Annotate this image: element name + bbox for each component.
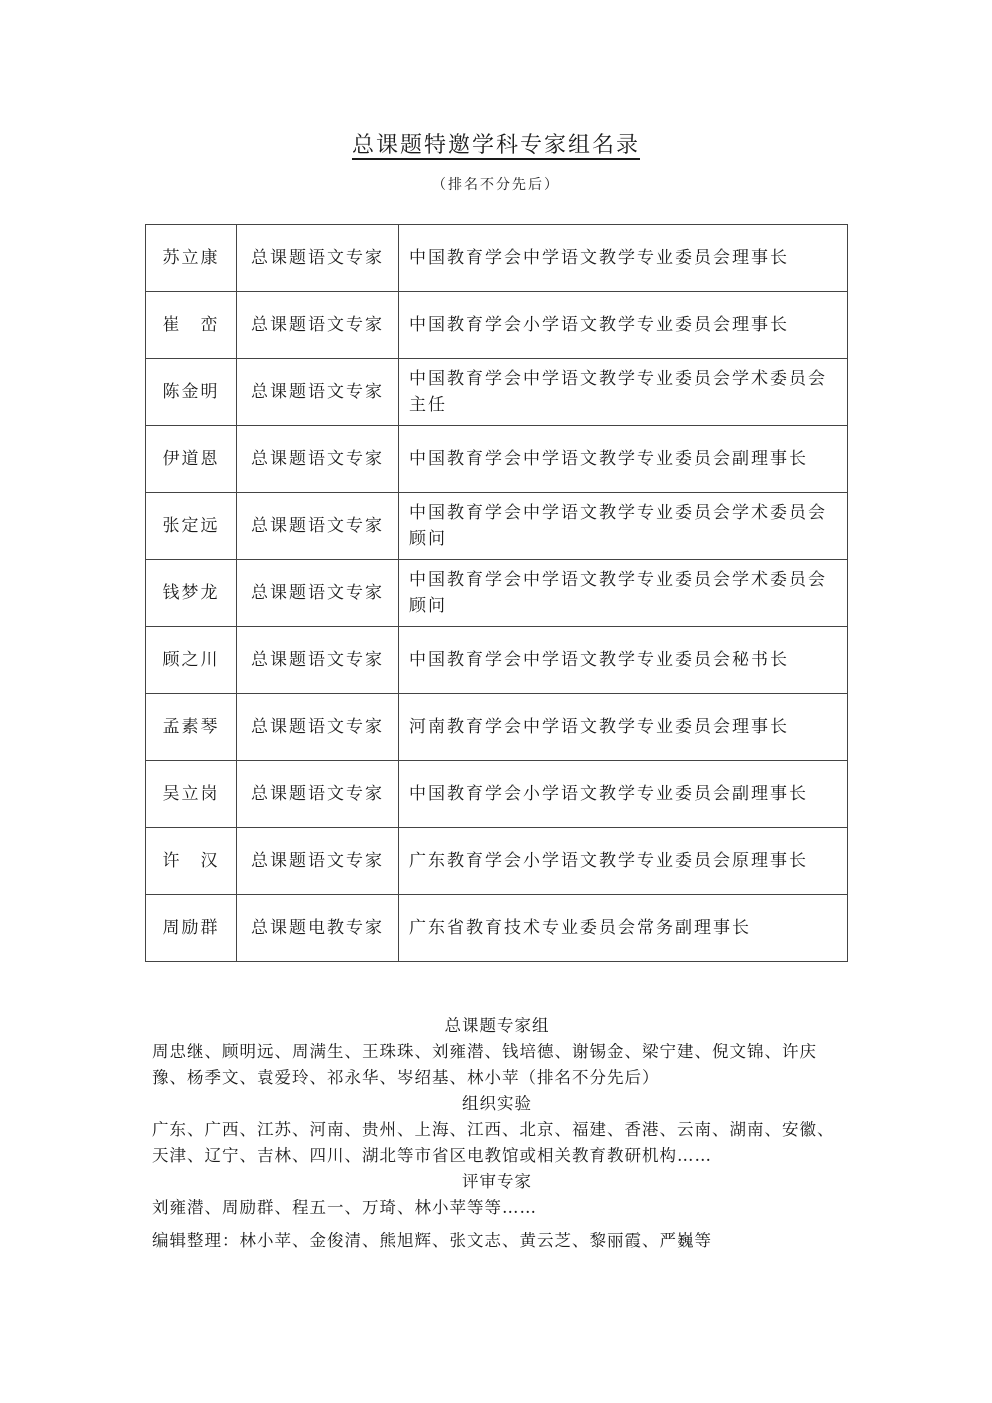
expert-name-cell: 伊道恩 [146, 426, 237, 493]
organization-section [152, 1091, 842, 1169]
expert-name-cell: 张定远 [146, 493, 237, 560]
expert-name-cell: 吴立岗 [146, 761, 237, 828]
expert-group-heading: 总课题专家组 [444, 1016, 550, 1035]
reviewers-text: 刘雍潜、周励群、程五一、万琦、林小苹等等…… [152, 1198, 537, 1217]
experts-table [145, 224, 848, 962]
table-row [146, 828, 848, 895]
organization-heading: 组织实验 [462, 1094, 532, 1113]
reviewers-section [152, 1169, 842, 1221]
page-subtitle: （排名不分先后） [432, 177, 560, 193]
table-row [146, 225, 848, 292]
table-row [146, 359, 848, 426]
editors-text: 编辑整理：林小苹、金俊清、熊旭辉、张文志、黄云芝、黎丽霞、严巍等 [152, 1231, 712, 1250]
expert-org-cell: 中国教育学会小学语文教学专业委员会理事长 [399, 292, 848, 359]
expert-role-cell: 总课题语文专家 [237, 359, 399, 426]
expert-role-cell: 总课题语文专家 [237, 761, 399, 828]
expert-name-cell: 许 汉 [146, 828, 237, 895]
expert-org-cell: 中国教育学会中学语文教学专业委员会秘书长 [399, 627, 848, 694]
expert-group-text: 周忠继、顾明远、周满生、王珠珠、刘雍潜、钱培德、谢锡金、梁宁建、倪文锦、许庆豫、杨季文、袁爱玲、祁永华、岑绍基、林小苹（排名不分先后） [152, 1042, 817, 1087]
expert-org-cell: 河南教育学会中学语文教学专业委员会理事长 [399, 694, 848, 761]
expert-org-cell: 中国教育学会中学语文教学专业委员会学术委员会顾问 [399, 560, 848, 627]
expert-name-cell: 周励群 [146, 895, 237, 962]
reviewers-heading: 评审专家 [462, 1172, 532, 1191]
expert-name-cell: 崔 峦 [146, 292, 237, 359]
expert-org-cell: 广东教育学会小学语文教学专业委员会原理事长 [399, 828, 848, 895]
table-row [146, 493, 848, 560]
table-row [146, 694, 848, 761]
expert-org-cell: 中国教育学会中学语文教学专业委员会学术委员会顾问 [399, 493, 848, 560]
expert-name-cell: 孟素琴 [146, 694, 237, 761]
expert-name-cell: 陈金明 [146, 359, 237, 426]
expert-role-cell: 总课题语文专家 [237, 694, 399, 761]
expert-role-cell: 总课题语文专家 [237, 493, 399, 560]
table-row [146, 292, 848, 359]
table-row [146, 761, 848, 828]
expert-org-cell: 中国教育学会小学语文教学专业委员会副理事长 [399, 761, 848, 828]
expert-role-cell: 总课题语文专家 [237, 292, 399, 359]
expert-name-cell: 苏立康 [146, 225, 237, 292]
table-row [146, 895, 848, 962]
page-title [0, 128, 992, 159]
expert-org-cell: 中国教育学会中学语文教学专业委员会副理事长 [399, 426, 848, 493]
expert-org-cell: 中国教育学会中学语文教学专业委员会学术委员会主任 [399, 359, 848, 426]
expert-org-cell: 中国教育学会中学语文教学专业委员会理事长 [399, 225, 848, 292]
expert-role-cell: 总课题语文专家 [237, 627, 399, 694]
expert-name-cell: 顾之川 [146, 627, 237, 694]
expert-role-cell: 总课题语文专家 [237, 225, 399, 292]
experts-table-body [146, 225, 848, 962]
expert-role-cell: 总课题语文专家 [237, 560, 399, 627]
expert-role-cell: 总课题电教专家 [237, 895, 399, 962]
table-row [146, 426, 848, 493]
table-row [146, 627, 848, 694]
organization-text: 广东、广西、江苏、河南、贵州、上海、江西、北京、福建、香港、云南、湖南、安徽、天津、辽宁、吉林、四川、湖北等市省区电教馆或相关教育教研机构…… [152, 1120, 835, 1165]
expert-name-cell: 钱梦龙 [146, 560, 237, 627]
expert-org-cell: 广东省教育技术专业委员会常务副理事长 [399, 895, 848, 962]
expert-group-section [152, 1013, 842, 1091]
page-title-text: 总课题特邀学科专家组名录 [351, 133, 640, 158]
expert-role-cell: 总课题语文专家 [237, 426, 399, 493]
editors-section [152, 1228, 842, 1254]
table-row [146, 560, 848, 627]
expert-role-cell: 总课题语文专家 [237, 828, 399, 895]
